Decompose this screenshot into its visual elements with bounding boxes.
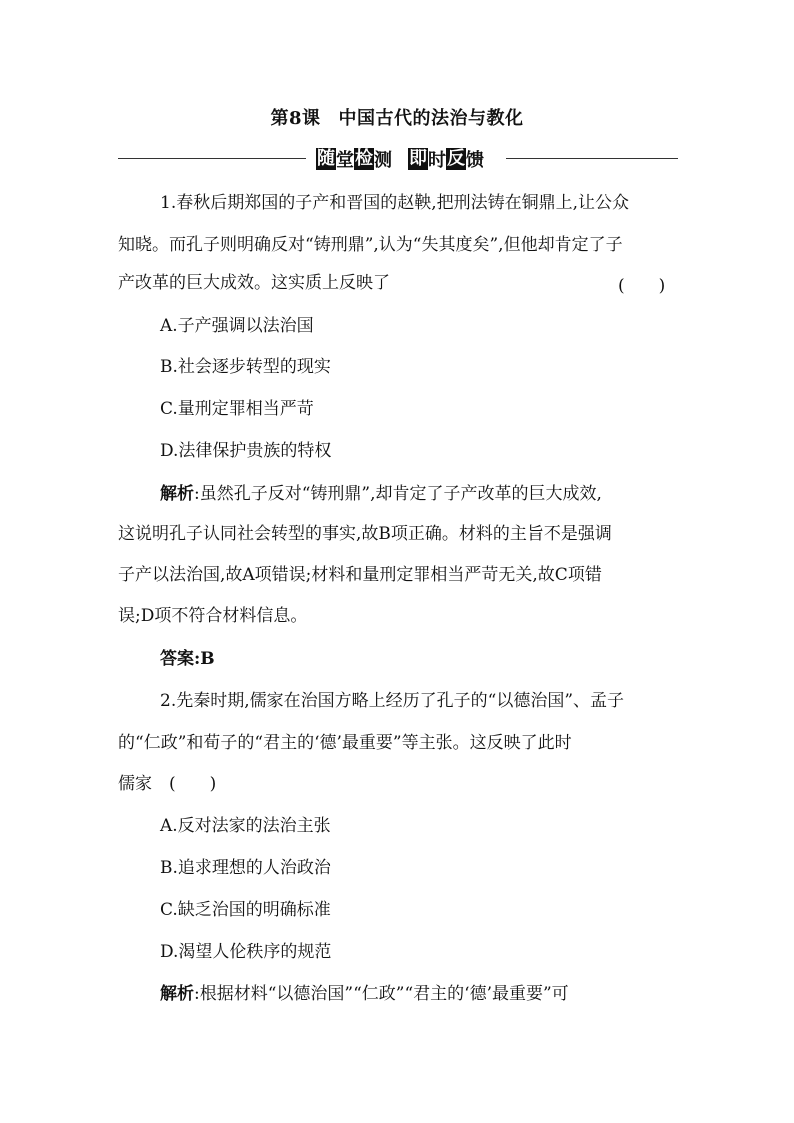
lesson-title: 中国古代的法治与教化 (338, 108, 524, 129)
analysis-label: 解析 (160, 484, 194, 504)
q1-answer (160, 647, 215, 671)
lesson-number: 第8课 (270, 108, 321, 129)
banner-label (316, 146, 484, 172)
q2-option-b: B.追求理想的人治政治 (160, 858, 331, 878)
banner-char: 即 (409, 148, 427, 169)
q1-option-b: B.社会逐步转型的现实 (160, 357, 331, 377)
q1-analysis-line (160, 482, 602, 506)
q2-stem-line: 的“仁政”和荀子的“君主的‘德’最重要”等主张。这反映了此时 (118, 733, 572, 753)
q1-stem-line: 产改革的巨大成效。这实质上反映了 (118, 273, 390, 293)
q1-option-a: A.子产强调以法治国 (160, 316, 314, 336)
section-banner (118, 146, 678, 172)
q2-option-a: A.反对法家的法治主张 (160, 816, 331, 836)
q2-analysis-line (160, 982, 569, 1006)
q1-analysis-line: 误;D项不符合材料信息。 (118, 606, 308, 626)
analysis-text: :虽然孔子反对“铸刑鼎”,却肯定了子产改革的巨大成效, (194, 484, 602, 504)
banner-char: 随 (317, 148, 335, 169)
page-title (0, 104, 794, 130)
answer-label: 答案 (160, 649, 194, 669)
banner-char: 堂 (336, 150, 354, 171)
q2-stem-line: 2.先秦时期,儒家在治国方略上经历了孔子的“以德治国”、孟子 (160, 691, 625, 711)
q1-stem-line: 1.春秋后期郑国的子产和晋国的赵鞅,把刑法铸在铜鼎上,让公众 (160, 193, 630, 213)
analysis-text: :根据材料“以德治国”“仁政”“君主的‘德’最重要”可 (194, 984, 569, 1004)
banner-char: 馈 (466, 150, 484, 171)
q1-analysis-line: 子产以法治国,故A项错误;材料和量刑定罪相当严苛无关,故C项错 (118, 565, 602, 585)
q1-option-c: C.量刑定罪相当严苛 (160, 399, 314, 419)
banner-char: 时 (428, 150, 446, 171)
banner-rule-left (118, 158, 306, 159)
answer-value: :B (194, 649, 215, 669)
banner-rule-right (506, 158, 678, 159)
analysis-label: 解析 (160, 984, 194, 1004)
q1-option-d: D.法律保护贵族的特权 (160, 441, 332, 461)
q2-stem-line: 儒家 ( ) (118, 774, 217, 794)
q1-answer-blank: ( ) (618, 276, 666, 296)
q2-option-d: D.渴望人伦秩序的规范 (160, 942, 332, 962)
q1-stem-line: 知晓。而孔子则明确反对“铸刑鼎”,认为“失其度矣”,但他却肯定了子 (118, 235, 623, 255)
banner-char: 测 (374, 150, 392, 171)
q1-analysis-line: 这说明孔子认同社会转型的事实,故B项正确。材料的主旨不是强调 (118, 524, 612, 544)
banner-char: 检 (355, 148, 373, 169)
banner-char: 反 (447, 148, 465, 169)
q2-option-c: C.缺乏治国的明确标准 (160, 900, 331, 920)
